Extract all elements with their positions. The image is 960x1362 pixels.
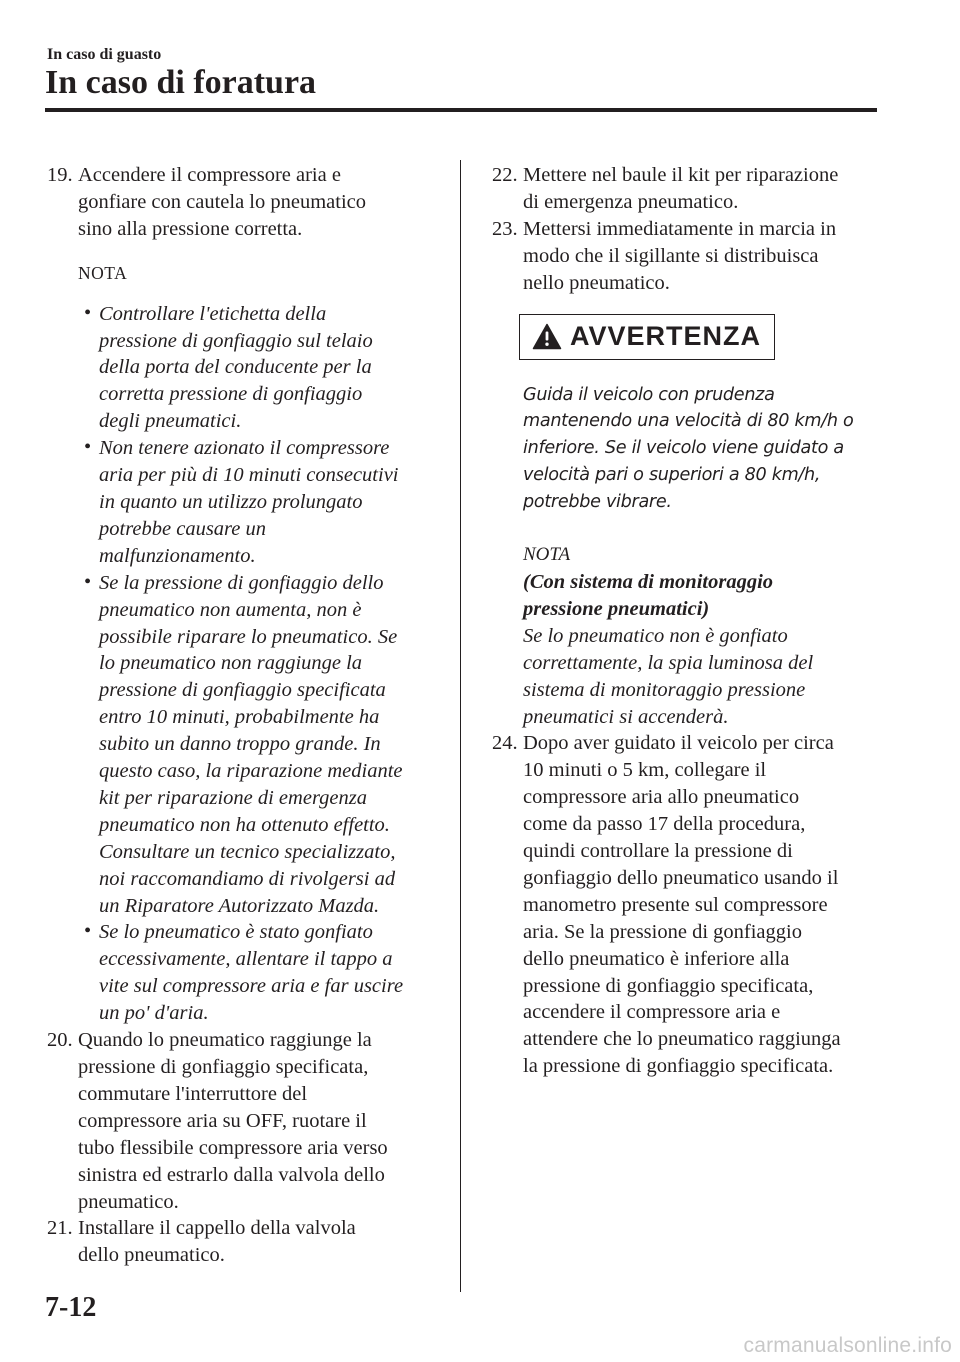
bullet: • <box>84 436 92 459</box>
note-line: Se la pressione di gonfiaggio dello <box>99 571 384 594</box>
step-line: gonfiaggio dello pneumatico usando il <box>523 866 839 889</box>
step-line: aria. Se la pressione di gonfiaggio <box>523 920 802 943</box>
step-line: accendere il compressore aria e <box>523 1001 781 1024</box>
step-line: la pressione di gonfiaggio specificata. <box>523 1055 834 1078</box>
note-line: Se lo pneumatico è stato gonfiato <box>99 921 373 944</box>
note-line: correttamente, la spia luminosa del <box>523 651 814 674</box>
header-rule <box>45 108 877 112</box>
step-line: attendere che lo pneumatico raggiunga <box>523 1028 841 1051</box>
note-item <box>47 301 447 436</box>
note-item <box>47 435 447 570</box>
note-line: lo pneumatico non raggiunge la <box>99 652 363 675</box>
section-label: In caso di guasto <box>47 46 162 63</box>
note-line: noi raccomandiamo di rivolgersi ad <box>99 867 396 890</box>
note-line: Se lo pneumatico non è gonfiato <box>523 624 788 647</box>
note-line: Consultare un tecnico specializzato, <box>99 840 396 863</box>
note-line: vite sul compressore aria e far uscire <box>99 975 404 998</box>
note-line: pneumatici si accenderà. <box>523 705 729 728</box>
note-line: eccessivamente, allentare il tappo a <box>99 948 393 971</box>
step-line: sino alla pressione corretta. <box>78 217 303 240</box>
step-line: di emergenza pneumatico. <box>523 190 739 213</box>
note-line: subito un danno troppo grande. In <box>99 733 381 756</box>
bullet: • <box>84 570 92 593</box>
bullet: • <box>84 920 92 943</box>
note-line: sistema di monitoraggio pressione <box>523 678 806 701</box>
step-line: tubo flessibile compressore aria verso <box>78 1136 388 1159</box>
step-line: Dopo aver guidato il veicolo per circa <box>523 732 834 755</box>
note-line: corretta pressione di gonfiaggio <box>99 383 363 406</box>
step-line: quindi controllare la pressione di <box>523 840 793 863</box>
note-item <box>47 919 447 1027</box>
note-line: aria per più di 10 minuti consecutivi <box>99 464 399 487</box>
step-line: Installare il cappello della valvola <box>78 1217 356 1240</box>
step-number: 22. <box>492 164 518 186</box>
note-line: un Riparatore Autorizzato Mazda. <box>99 894 380 917</box>
note-line: pressione di gonfiaggio sul telaio <box>99 329 373 352</box>
note-line: degli pneumatici. <box>99 410 242 433</box>
note-label: NOTA <box>78 262 128 283</box>
note-heading-line: pressione pneumatici) <box>523 597 710 620</box>
note-line: pressione di gonfiaggio specificata <box>99 679 386 702</box>
note-label: NOTA <box>523 544 571 566</box>
step-number: 19. <box>47 164 73 186</box>
warning-label: AVVERTENZA <box>570 321 762 352</box>
step-line: pressione di gonfiaggio specificata, <box>523 974 814 997</box>
step-21 <box>47 1215 447 1269</box>
page-number: 7-12 <box>45 1292 97 1323</box>
warning-line: Guida il veicolo con prudenza <box>523 384 775 405</box>
note-line: potrebbe causare un <box>99 517 267 540</box>
note-block <box>523 542 892 730</box>
step-line: nello pneumatico. <box>523 271 670 294</box>
warning-box <box>519 314 775 360</box>
step-line: Accendere il compressore aria e <box>78 164 341 186</box>
step-line: pneumatico. <box>78 1190 179 1213</box>
step-line: sinistra ed estrarlo dalla valvola dello <box>78 1163 385 1186</box>
left-column <box>47 162 447 1269</box>
column-divider <box>460 160 461 1292</box>
warning-line: potrebbe vibrare. <box>523 492 672 513</box>
note-line: malfunzionamento. <box>99 544 256 567</box>
step-line: modo che il sigillante si distribuisca <box>523 244 819 267</box>
step-line: come da passo 17 della procedura, <box>523 813 806 836</box>
note-line: possibile riparare lo pneumatico. Se <box>99 625 398 648</box>
warning-text <box>523 382 873 517</box>
warning-line: mantenendo una velocità di 80 km/h o <box>523 411 854 432</box>
note-item <box>47 570 447 920</box>
warning-line: velocità pari o superiori a 80 km/h, <box>523 465 821 486</box>
step-line: dello pneumatico. <box>78 1244 225 1267</box>
note-line: un po' d'aria. <box>99 1002 209 1025</box>
step-line: compressore aria allo pneumatico <box>523 786 800 809</box>
note-line: pneumatico non aumenta, non è <box>99 598 362 621</box>
note-line: kit per riparazione di emergenza <box>99 786 367 809</box>
note-line: della porta del conducente per la <box>99 356 372 379</box>
step-20 <box>47 1027 447 1215</box>
page-title: In caso di foratura <box>45 64 317 101</box>
note-line: questo caso, la riparazione mediante <box>99 760 403 783</box>
step-line: compressore aria su OFF, ruotare il <box>78 1109 367 1132</box>
step-line: dello pneumatico è inferiore alla <box>523 947 790 970</box>
step-24 <box>492 730 892 1080</box>
step-number: 20. <box>47 1029 73 1052</box>
step-number: 23. <box>492 217 518 240</box>
watermark: carmanualsonline.info <box>743 1334 952 1357</box>
note-line: pneumatico non ha ottenuto effetto. <box>99 813 390 836</box>
step-number: 24. <box>492 732 518 755</box>
note-line: Non tenere azionato il compressore <box>99 437 390 460</box>
note-line: Controllare l'etichetta della <box>99 302 327 325</box>
note-heading-line: (Con sistema di monitoraggio <box>523 570 774 593</box>
warning-line: inferiore. Se il veicolo viene guidato a <box>523 438 844 459</box>
step-line: Mettere nel baule il kit per riparazione <box>523 164 839 186</box>
step-number: 21. <box>47 1217 73 1240</box>
step-19 <box>47 162 447 243</box>
step-line: pressione di gonfiaggio specificata, <box>78 1056 369 1078</box>
step-line: Mettersi immediatamente in marcia in <box>523 217 837 240</box>
step-line: commutare l'interruttore del <box>78 1082 308 1105</box>
step-line: 10 minuti o 5 km, collegare il <box>523 759 767 782</box>
step-line: Quando lo pneumatico raggiunge la <box>78 1029 372 1052</box>
note-line: in quanto un utilizzo prolungato <box>99 490 363 513</box>
step-line: manometro presente sul compressore <box>523 893 828 916</box>
warning-triangle-icon <box>532 323 562 350</box>
right-column <box>492 162 892 1080</box>
step-23 <box>492 216 892 297</box>
step-22 <box>492 162 892 216</box>
step-line: gonfiare con cautela lo pneumatico <box>78 190 367 213</box>
note-line: entro 10 minuti, probabilmente ha <box>99 706 380 729</box>
bullet: • <box>84 301 92 324</box>
